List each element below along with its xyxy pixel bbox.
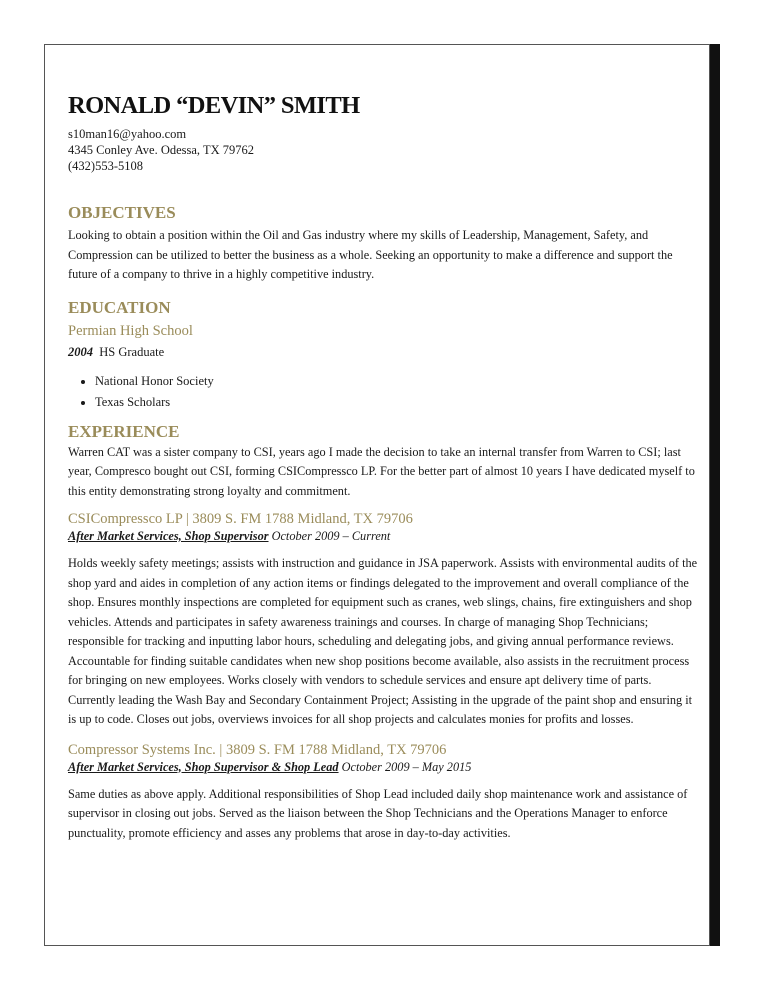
school-name: Permian High School xyxy=(68,322,193,339)
list-item: • National Honor Society xyxy=(95,371,700,392)
job-company: Compressor Systems Inc. | 3809 S. FM 1788 Midland, TX 79706 xyxy=(68,741,447,758)
honors-list xyxy=(68,371,700,413)
job-role: After Market Services, Shop Supervisor & Shop Lead xyxy=(68,759,339,774)
phone: (432)553-5108 xyxy=(68,159,143,173)
job-description: Same duties as above apply. Additional responsibilities of Shop Lead included daily shop maintenance work and assistance of supervisor in closing out jobs. Served as the liaison between the Shop Technicians and the Operations Manager to enforce punctuality, promote efficiency and asses any problems that arose in day-to-day activities. xyxy=(68,786,688,840)
address: 4345 Conley Ave. Odessa, TX 79762 xyxy=(68,143,254,157)
resume-content xyxy=(68,92,700,843)
job-description: Holds weekly safety meetings; assists with instruction and guidance in JSA paperwork. Assists with environmental audits of the shop yard and aides in completion of any action items or findings delegated to the improvement and overall compliance of the shop. Ensures monthly inspections are completed for equipment such as cranes, web slings, chains, fire extinguishers and shop vehicles. Attends and participates in safety awareness trainings and courses. In charge of managing Shop Technicians; responsible for tracking and inputting labor hours, scheduling and delegating jobs, and giving annual performance reviews. Accountable for finding suitable candidates when new shop positions become available, also assists in the recruitment process for bringing on new employees. Works closely with vendors to schedule services and ensure apt delivery time of parts. Currently leading the Wash Bay and Secondary Containment Project; Assisting in the upgrade of the paint shop and ensuring it is up to code. Closes out jobs, overviews invoices for all shop projects and calculates monies for profits and losses. xyxy=(68,556,698,726)
job-role-line xyxy=(68,759,700,775)
contact-block xyxy=(68,126,700,174)
job-role-line xyxy=(68,528,700,544)
experience-intro: Warren CAT was a sister company to CSI, years ago I made the decision to take an internal transfer from Warren to CSI; last year, Compresco bought out CSI, forming CSICompressco LP. For the better part of almost 10 years I have dedicated myself to this entity demonstrating strong loyalty and commitment. xyxy=(68,444,695,498)
page-shadow xyxy=(710,44,720,946)
graduation-year: 2004 xyxy=(68,344,93,359)
job-dates: October 2009 – Current xyxy=(271,529,391,543)
objectives-text: Looking to obtain a position within the Oil and Gas industry where my skills of Leadership, Management, Safety, and Compression can be utilized to better the business as a whole. Seeking an opportunity to make a difference and support the future of a company to thrive in a highly competitive industry. xyxy=(68,228,673,281)
education-line xyxy=(68,343,700,361)
objectives-heading: OBJECTIVES xyxy=(68,203,176,222)
degree: HS Graduate xyxy=(99,344,165,359)
list-item: • Texas Scholars xyxy=(95,392,700,413)
candidate-name: RONALD “DEVIN” SMITH xyxy=(68,92,360,119)
job-company: CSICompressco LP | 3809 S. FM 1788 Midland, TX 79706 xyxy=(68,511,413,527)
job-dates: October 2009 – May 2015 xyxy=(341,759,472,774)
experience-heading: EXPERIENCE xyxy=(68,421,180,441)
education-heading: EDUCATION xyxy=(68,297,171,317)
job-role: After Market Services, Shop Supervisor xyxy=(68,529,269,543)
email[interactable]: s10man16@yahoo.com xyxy=(68,127,187,141)
